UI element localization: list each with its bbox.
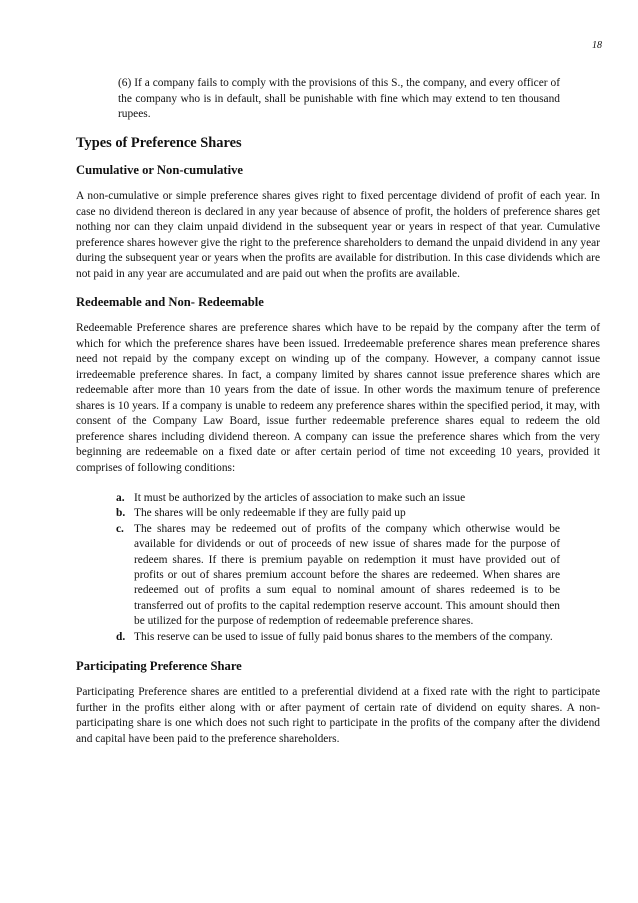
list-marker: b. xyxy=(116,507,126,520)
list-item xyxy=(116,506,560,521)
section-heading-cumulative: Cumulative or Non-cumulative xyxy=(76,163,243,177)
main-content xyxy=(76,134,600,759)
section-heading-participating: Participating Preference Share xyxy=(76,659,242,674)
list-item-text: The shares will be only redeemable if they are fully paid up xyxy=(134,507,406,520)
list-item-text: This reserve can be used to issue of fully paid bonus shares to the members of the company. xyxy=(134,630,553,643)
list-item-text: The shares may be redeemed out of profits of the company which otherwise would be available for dividends or out of proceeds of new issue of shares made for the purpose of redeem shares. If there is premium payable on redemption it must have provided out of profits or out of shares premium account before the shares are redeemed. When shares are redeemed out of profits a sum equal to nominal amount of shares redeemed is to be transferred out of profits to the capital redemption reserve account. This amount should then be utilized for the purpose of redemption of redeemable preference shares. xyxy=(134,522,560,628)
list-item xyxy=(116,522,560,630)
section-heading-redeemable: Redeemable and Non- Redeemable xyxy=(76,295,264,309)
section-body-redeemable: Redeemable Preference shares are preference shares which have to be repaid by the company after the term of which for which the preference shares have been issued. Irredeemable preference shares mean preference shares need not repaid by the company except on winding up of the company. However, a company cannot issue irredeemable preference shares. In fact, a company limited by shares cannot issue preference shares which are redeemable after more than 10 years from the date of issue. In other words the maximum tenure of preference shares is 10 years. If a company is unable to redeem any preference shares within the specified period, it may, with consent of the Company Law Board, issue further redeemable preference shares equal to redeem the old preference shares including dividend thereon. A company can issue the preference shares which from the very beginning are redeemable on a fixed date or after certain period of time not exceeding 10 years, provided it comprises of following conditions: xyxy=(76,322,600,474)
page-number: 18 xyxy=(592,40,602,51)
list-marker: d. xyxy=(116,630,126,643)
list-item-text: It must be authorized by the articles of association to make such an issue xyxy=(134,492,466,504)
list-item xyxy=(116,491,560,506)
list-marker: c. xyxy=(116,522,124,535)
main-heading: Types of Preference Shares xyxy=(76,135,242,151)
section-body-cumulative: A non-cumulative or simple preference shares gives right to fixed percentage dividend of profit of each year. In case no dividend thereon is declared in any year because of absence of profit, the holders of preference shares get nothing nor can they claim unpaid dividend in the subsequent year or years in respect of that year. Cumulative preference shares however give the right to the preference shareholders to demand the unpaid dividend in any year during the subsequent year or years when the profits are available for distribution. In this case dividends which are not paid in any year are accumulated and are paid out when the profits are available. xyxy=(76,190,600,280)
conditions-list xyxy=(76,491,560,645)
intro-clause: (6) If a company fails to comply with the provisions of this S., the company, and every officer of the company who is in default, shall be punishable with fine which may extend to ten thousand rupees. xyxy=(118,77,560,121)
list-item xyxy=(116,630,560,645)
list-marker: a. xyxy=(116,492,125,504)
section-body-participating: Participating Preference shares are entitled to a preferential dividend at a fixed rate with the right to participate further in the profits either along with or after payment of certain rate of dividend on equity shares. A non-participating share is one which does not such right to participate in the profits of the company after the dividend and capital have been paid to the preference shareholders. xyxy=(76,686,600,745)
